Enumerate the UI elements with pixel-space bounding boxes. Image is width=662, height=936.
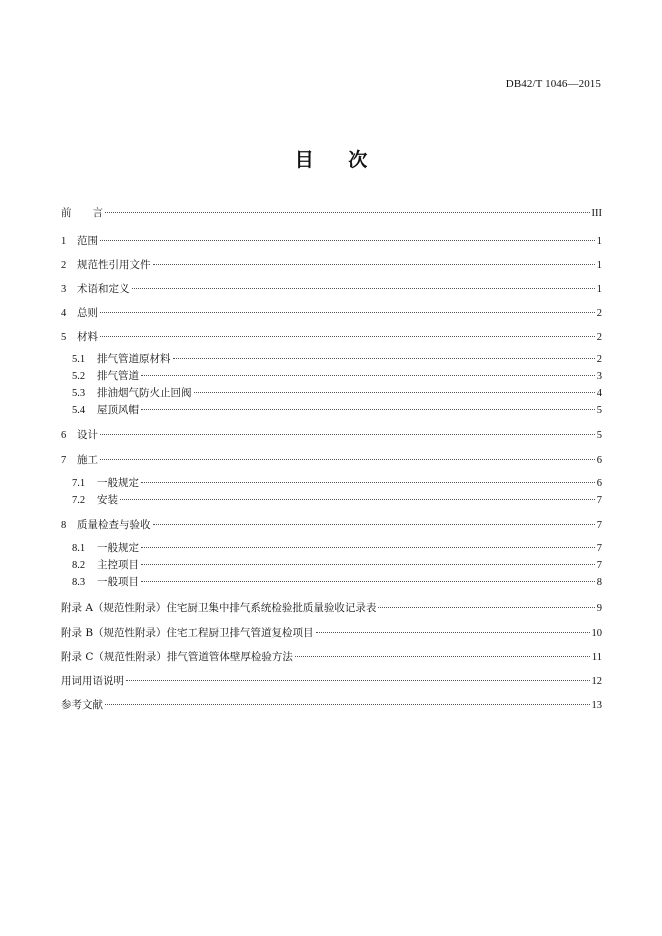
toc-entry[interactable] [72,368,602,385]
toc-entry-number: 8.2 [72,560,86,571]
toc-entry-label: 主控项目 [97,559,139,571]
toc-entry-number: 3 [61,284,67,295]
toc-entry-number: 5.4 [72,405,86,416]
toc-leader-dots [120,499,595,500]
toc-entry[interactable] [61,329,602,346]
toc-leader-dots [100,312,595,313]
toc-leader-dots [141,547,595,548]
toc-entry-page: 5 [596,430,602,441]
toc-entry-page: 1 [596,284,602,295]
toc-leader-dots [105,704,590,705]
toc-leader-dots [173,358,595,359]
toc-entry[interactable] [72,402,602,419]
toc-entry[interactable] [72,475,602,492]
toc-entry-label: 一般规定 [97,542,139,554]
toc-entry-label: 质量检查与验收 [77,519,151,531]
toc-entry-page: 8 [596,577,602,588]
toc-entry-page: III [591,208,602,219]
toc-leader-dots [378,607,594,608]
toc-entry-number: 5.1 [72,354,86,365]
toc-entry[interactable] [61,305,602,322]
toc-entry-page: 9 [596,603,602,614]
toc-leader-dots [316,632,590,633]
toc-entry-number: 7 [61,455,67,466]
toc-entry-number: 4 [61,308,67,319]
toc-entry-page: 3 [596,371,602,382]
toc-entry-page: 7 [596,495,602,506]
toc-leader-dots [100,434,595,435]
toc-entry-label: 一般项目 [97,576,139,588]
toc-entry-page: 2 [596,354,602,365]
toc-entry-page: 5 [596,405,602,416]
toc-entry-number: 7.2 [72,495,86,506]
toc-entry[interactable] [61,281,602,298]
toc-entry[interactable] [61,517,602,534]
toc-entry-number: 2 [61,260,67,271]
toc-entry-label: 一般规定 [97,477,139,489]
toc-entry-page: 11 [591,652,602,663]
toc-entry-label: 材料 [77,331,98,343]
toc-entry-number: 8.1 [72,543,86,554]
toc-leader-dots [141,564,595,565]
toc-entry[interactable] [61,697,602,714]
toc-leader-dots [105,212,590,213]
toc-entry-number: 6 [61,430,67,441]
toc-entry[interactable] [61,452,602,469]
toc-entry-label: 范围 [77,235,98,247]
toc-entry-page: 7 [596,543,602,554]
toc-entry[interactable] [61,257,602,274]
toc-entry-page: 1 [596,260,602,271]
toc-entry[interactable] [72,574,602,591]
toc-entry-page: 2 [596,308,602,319]
toc-leader-dots [141,375,595,376]
toc-entry-label: 屋顶风帽 [97,404,139,416]
toc-entry-label: 安装 [97,494,118,506]
toc-entry-page: 6 [596,455,602,466]
toc-leader-dots [100,336,595,337]
toc-entry-label: 设计 [77,429,98,441]
toc-entry-page: 4 [596,388,602,399]
toc-entry-label: 排气管道原材料 [97,353,171,365]
toc-entry-label: 前 言 [61,207,103,219]
toc-entry-page: 6 [596,478,602,489]
toc-entry-label: 施工 [77,454,98,466]
toc-entry-page: 10 [591,628,602,639]
toc-entry-label: 排油烟气防火止回阀 [97,387,192,399]
toc-entry-label: 附录 C（规范性附录）排气管道管体壁厚检验方法 [61,651,293,663]
toc-entry-label: 规范性引用文件 [77,259,151,271]
toc-entry-number: 1 [61,236,67,247]
toc-entry[interactable] [61,233,602,250]
toc-entry-page: 2 [596,332,602,343]
toc-leader-dots [126,680,590,681]
toc-entry[interactable] [61,205,602,222]
toc-entry[interactable] [61,600,602,617]
toc-entry-number: 5 [61,332,67,343]
toc-entry-page: 13 [591,700,602,711]
toc-entry-label: 排气管道 [97,370,139,382]
standard-code: DB42/T 1046—2015 [505,78,601,90]
toc-leader-dots [100,459,595,460]
toc-entry[interactable] [72,492,602,509]
toc-entry-number: 8 [61,520,67,531]
toc-entry-number: 5.2 [72,371,86,382]
toc-leader-dots [132,288,595,289]
toc-entry[interactable] [72,557,602,574]
toc-entry-page: 7 [596,520,602,531]
toc-entry[interactable] [61,625,602,642]
toc-entry-label: 附录 A（规范性附录）住宅厨卫集中排气系统检验批质量验收记录表 [61,602,377,614]
toc-entry-label: 总则 [77,307,98,319]
toc-entry[interactable] [72,351,602,368]
toc-entry[interactable] [61,673,602,690]
toc-leader-dots [141,581,595,582]
toc-entry-label: 术语和定义 [77,283,130,295]
toc-entry-number: 8.3 [72,577,86,588]
toc-leader-dots [100,240,595,241]
toc-entry[interactable] [61,649,602,666]
toc-leader-dots [153,524,595,525]
toc-entry-label: 参考文献 [61,699,103,711]
toc-leader-dots [141,409,595,410]
toc-entry-page: 1 [596,236,602,247]
toc-leader-dots [141,482,595,483]
toc-entry-label: 附录 B（规范性附录）住宅工程厨卫排气管道复检项目 [61,627,314,639]
toc-leader-dots [194,392,595,393]
page-title: 目 次 [294,149,382,171]
toc-entry-number: 7.1 [72,478,86,489]
toc-entry[interactable] [61,427,602,444]
toc-entry-label: 用词用语说明 [61,675,124,687]
toc-entry[interactable] [72,540,602,557]
toc-entry-number: 5.3 [72,388,86,399]
toc-entry-page: 7 [596,560,602,571]
toc-leader-dots [295,656,590,657]
toc-leader-dots [153,264,595,265]
toc-entry-page: 12 [591,676,602,687]
toc-entry[interactable] [72,385,602,402]
